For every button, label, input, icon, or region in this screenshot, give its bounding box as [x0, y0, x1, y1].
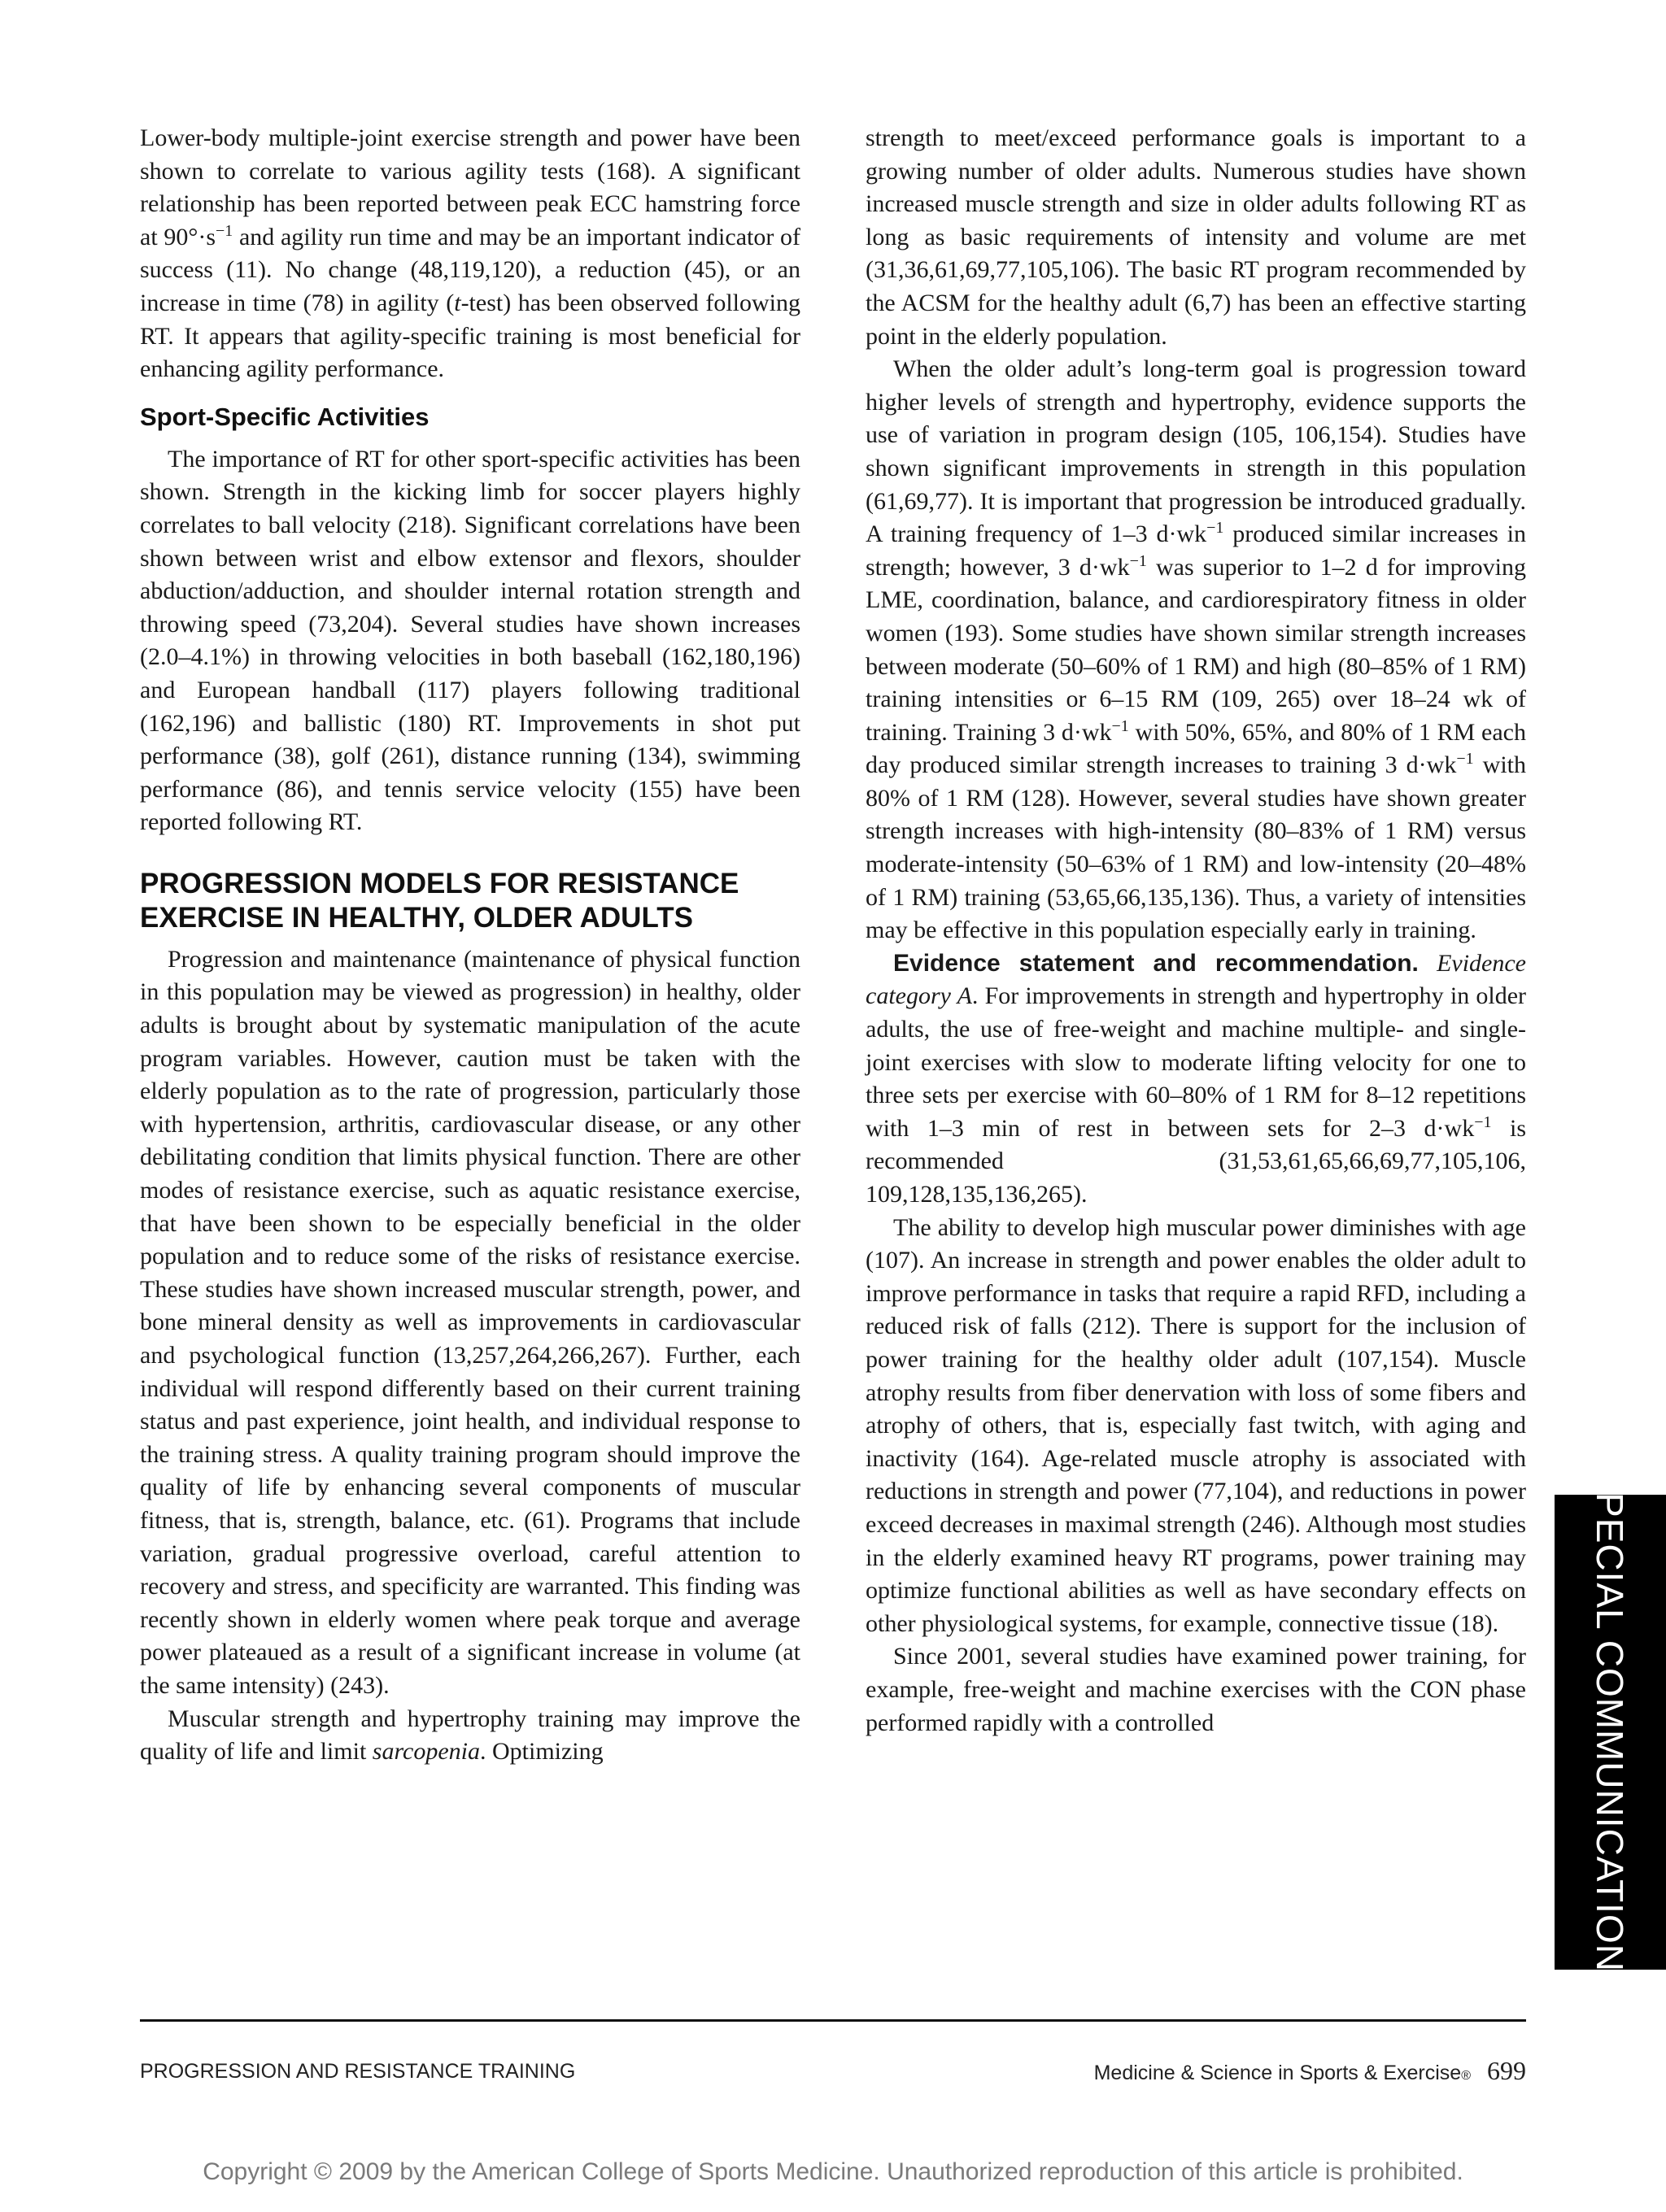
paragraph-muscular-power: The ability to develop high muscular power diminishes with age (107). An increase in strength and power enables the older adult to improve performance in tasks that require a rapid RFD, including a reduced risk of falls (212). There is support for the inclusion of power training for the healthy older adult (107,154). Muscle atrophy results from fiber denervation with loss of some fibers and atrophy of others, that is, especially fast twitch, with aging and inactivity (164). Age-related muscle atrophy is associated with reductions in strength and power (77,104), and reductions in power exceed decreases in maximal strength (246). Although most studies in the elderly examined heavy RT programs, power training may optimize functional abilities as well as have secondary effects on other physiological systems, for example, connective tissue (18).	[866, 1213, 1526, 1637]
paragraph-muscular-strength: Muscular strength and hypertrophy training may improve the quality of life and limit sarcopenia. Optimizing	[140, 1705, 800, 1766]
right-column	[866, 122, 1526, 1740]
paragraph-power-training: Since 2001, several studies have examined power training, for example, free-weight and machine exercises with the CON phase performed rapidly with a controlled	[866, 1643, 1526, 1736]
running-title: PROGRESSION AND RESISTANCE TRAINING	[140, 2060, 576, 2083]
page-number: 699	[1487, 2056, 1526, 2085]
paragraph-progression-maintenance: Progression and maintenance (maintenance of physical function in this population may be viewed as progression) in healthy, older adults is brought about by systematic manipulation of the acute program variables. However, caution must be taken with the elderly population as to the rate of progression, particularly those with hypertension, arthritis, cardiovascular disease, or any other debilitating condition that limits physical function. There are other modes of resistance exercise, such as aquatic resistance exercise, that have been shown to be especially beneficial in the older population and to reduce some of the risks of resistance exercise. These studies have shown increased muscular strength, power, and bone mineral density as well as improvements in cardiovascular and psychological function (13,257,264,266,267). Further, each individual will respond differently based on their current training status and past experience, joint health, and individual response to the training stress. A quality training program should improve the quality of life by enhancing several components of muscular fitness, that is, strength, balance, etc. (61). Programs that include variation, gradual progressive overload, careful attention to recovery and stress, and specificity are warranted. This finding was recently shown in elderly women where peak torque and average power plateaued as a result of a significant increase in volume (at the same intensity) (243).	[140, 945, 800, 1699]
side-tab-label: SPECIAL COMMUNICATIONS	[1589, 1466, 1631, 1998]
paragraph-evidence-statement: Evidence statement and recommendation. Evidence category A. For improvements in strength and hypertrophy in older adults, the use of free-weight and machine multiple- and single-joint exercises with slow to moderate lifting velocity for one to three sets per exercise with 60–80% of 1 RM for 8–12 repetitions with 1–3 min of rest in between sets for 2–3 $d\cdot wk^{-1}$ is recommended (31,53,61,65,66,69,77,105,106, 109,128,135,136,265).	[866, 949, 1527, 1208]
journal-footer	[1094, 2056, 1526, 2086]
paragraph-sport-specific: The importance of RT for other sport-specific activities has been shown. Strength in the kicking limb for soccer players highly correlates to ball velocity (218). Significant correlations have been shown between wrist and elbow extensor and flexors, shoulder abduction/adduction, and shoulder internal rotation strength and throwing speed (73,204). Several studies have shown increases (2.0–4.1%) in throwing velocities in both baseball (162,180,196) and European handball (117) players following traditional (162,196) and ballistic (180) RT. Improvements in shot put performance (38), golf (261), distance running (134), swimming performance (86), and tennis service velocity (155) have been reported following RT.	[140, 445, 800, 836]
registered-mark: ®	[1461, 2069, 1471, 2083]
paragraph-agility: Lower-body multiple-joint exercise strength and power have been shown to correlate to various agility tests (168). A significant relationship has been reported between peak ECC hamstring force at $90^\circ\cdot s^{-1}$ and agility run time and may be an important indicator of success (11). No change (48,119,120), a reduction (45), or an increase in time (78) in agility (t-test) has been observed following RT. It appears that agility-specific training is most beneficial for enhancing agility performance.	[140, 124, 801, 383]
paragraph-strength-goals: strength to meet/exceed performance goals is important to a growing number of older adults. Numerous studies have shown increased muscle strength and size in older adults following RT as long as basic requirements of intensity and volume are met (31,36,61,69,77,105,106). The basic RT program recommended by the ACSM for the healthy adult (6,7) has been an effective starting point in the elderly population.	[866, 124, 1526, 350]
left-column	[140, 122, 800, 1769]
special-communications-tab	[1555, 1466, 1666, 1998]
section-heading-progression-models: PROGRESSION MODELS FOR RESISTANCE EXERCISE IN HEALTHY, OLDER ADULTS	[140, 867, 739, 934]
journal-name: Medicine & Science in Sports & Exercise	[1093, 2062, 1462, 2084]
copyright-notice: Copyright © 2009 by the American College of Sports Medicine. Unauthorized reproduction of this article is prohibited.	[203, 2158, 1463, 2185]
subheading-sport-specific: Sport-Specific Activities	[140, 402, 430, 431]
footer-divider	[140, 2019, 1526, 2022]
evidence-heading: Evidence statement and recommendation.	[893, 949, 1419, 977]
paragraph-long-term-goal: When the older adult’s long-term goal is progression toward higher levels of strength and hypertrophy, evidence supports the use of variation in program design (105, 106,154). Studies have shown significant improvements in strength in this population (61,69,77). It is important that progression be introduced gradually. A training frequency of 1–3 $d\cdot wk^{-1}$ produced similar increases in strength; however, 3 $d\cdot wk^{-1}$ was superior to 1–2 d for improving LME, coordination, balance, and cardiorespiratory fitness in older women (193). Some studies have shown similar strength increases between moderate (50–60% of 1 RM) and high (80–85% of 1 RM) training intensities or 6–15 RM (109, 265) over 18–24 wk of training. Training 3 $d\cdot wk^{-1}$ with 50%, 65%, and 80% of 1 RM each day produced similar strength increases to training 3 $d\cdot wk^{-1}$ with 80% of 1 RM (128). However, several studies have shown greater strength increases with high-intensity (80–83% of 1 RM) versus moderate-intensity (50–63% of 1 RM) and low-intensity (20–48% of 1 RM) training (53,65,66,135,136). Thus, a variety of intensities may be effective in this population especially early in training.	[866, 355, 1526, 944]
